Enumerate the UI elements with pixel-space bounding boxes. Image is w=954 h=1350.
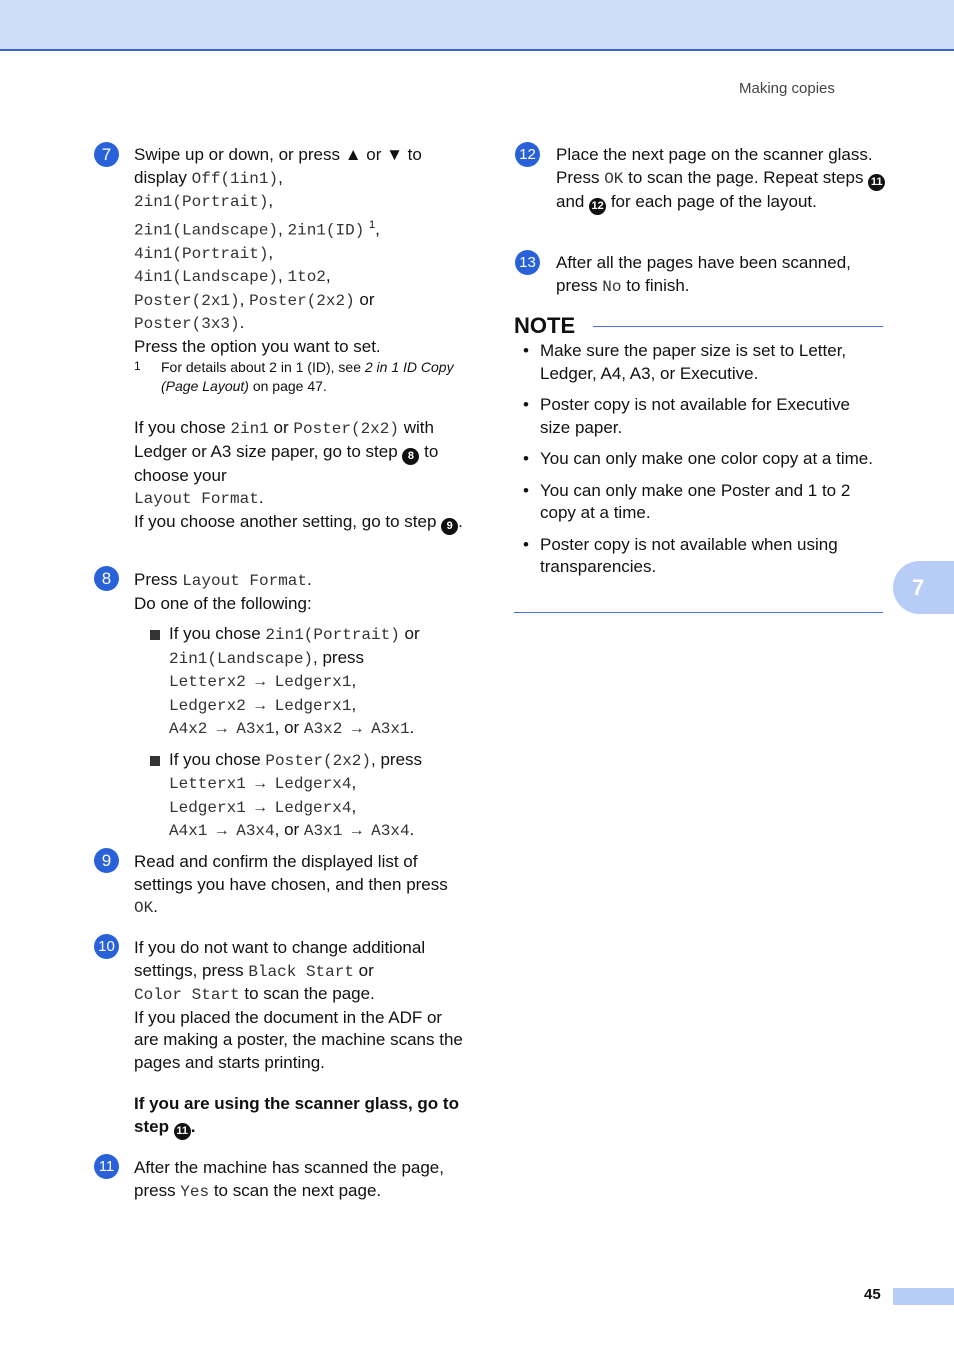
step-11-text: After the machine has scanned the page, press Yes to scan the next page. xyxy=(134,1158,444,1201)
page-number: 45 xyxy=(864,1286,881,1303)
chapter-tab: 7 xyxy=(893,561,954,614)
step-11-badge: 11 xyxy=(94,1154,119,1179)
step-8-options xyxy=(142,623,472,851)
step-10-badge: 10 xyxy=(94,934,119,959)
step-8-option-2: If you chose Poster(2x2), press Letterx1 → Ledgerx4, Ledgerx1 → Ledgerx4, A4x1 → A3x4, or A3x1 → A3x4. xyxy=(142,749,472,843)
step-13-text: After all the pages have been scanned, press No to finish. xyxy=(556,253,851,296)
note-bottom-rule xyxy=(514,612,883,613)
footnote-mark: 1 xyxy=(134,359,141,373)
step-ref-11: 11 xyxy=(868,174,885,191)
running-title: Making copies xyxy=(739,80,835,97)
note-item: • Poster copy is not available for Executive size paper. xyxy=(523,395,850,437)
step-8-text: Press Layout Format. Do one of the following: xyxy=(134,570,312,613)
step-12-text: Place the next page on the scanner glass. Press OK to scan the page. Repeat steps 11 and 12 for each page of the layout. xyxy=(556,144,886,215)
step-9-badge: 9 xyxy=(94,848,119,873)
step-ref-11: 11 xyxy=(174,1123,191,1140)
note-item: • You can only make one color copy at a time. xyxy=(523,449,873,468)
header-band xyxy=(0,0,954,51)
step-7-badge: 7 xyxy=(94,142,119,167)
note-item: • Make sure the paper size is set to Letter, Ledger, A4, A3, or Executive. xyxy=(523,341,847,383)
step-10-glass-note: If you are using the scanner glass, go to step 11 . xyxy=(134,1093,464,1140)
step-7-followup: If you chose 2in1 or Poster(2x2) with Ledger or A3 size paper, go to step 8 to choose your Layout Format. If you choose another setting, go to step 9 . xyxy=(134,417,464,535)
step-9-text: Read and confirm the displayed list of settings you have chosen, and then press OK. xyxy=(134,852,448,917)
note-top-rule xyxy=(593,326,883,327)
note-item: • You can only make one Poster and 1 to 2 copy at a time. xyxy=(523,480,851,522)
footnote: For details about 2 in 1 (ID), see 2 in 1 ID Copy (Page Layout) on page 47. xyxy=(161,359,454,394)
step-8-badge: 8 xyxy=(94,566,119,591)
step-12-badge: 12 xyxy=(515,142,540,167)
step-ref-12: 12 xyxy=(589,198,606,215)
step-8-option-1: If you chose 2in1(Portrait) or 2in1(Landscape), press Letterx2 → Ledgerx1, Ledgerx2 → Ledgerx1, A4x2 → A3x1, or A3x2 → A3x1. xyxy=(142,623,472,741)
step-10-text: If you do not want to change additional settings, press Black Start or Color Start to scan the page. If you placed the document in the ADF or are making a poster, the machine scans the pages and starts printing. xyxy=(134,938,463,1072)
footnote-link[interactable]: 2 in 1 ID Copy (Page Layout) xyxy=(161,359,454,394)
step-13-badge: 13 xyxy=(515,250,540,275)
step-ref-9: 9 xyxy=(441,518,458,535)
step-ref-8: 8 xyxy=(402,448,419,465)
page-number-bar xyxy=(893,1288,954,1305)
note-item: • Poster copy is not available when using transparencies. xyxy=(523,534,838,576)
note-list xyxy=(514,340,884,588)
step-7-text: Swipe up or down, or press ▲ or ▼ to display Off(1in1), 2in1(Portrait), 2in1(Landscape), 2in1(ID) $^1$, 4in1(Portrait), 4in1(Landscape), 1to2, Poster(2x1), Poster(2x2) or Poster(3x3). Press the option you want to set. xyxy=(134,145,422,356)
note-title: NOTE xyxy=(514,313,576,338)
